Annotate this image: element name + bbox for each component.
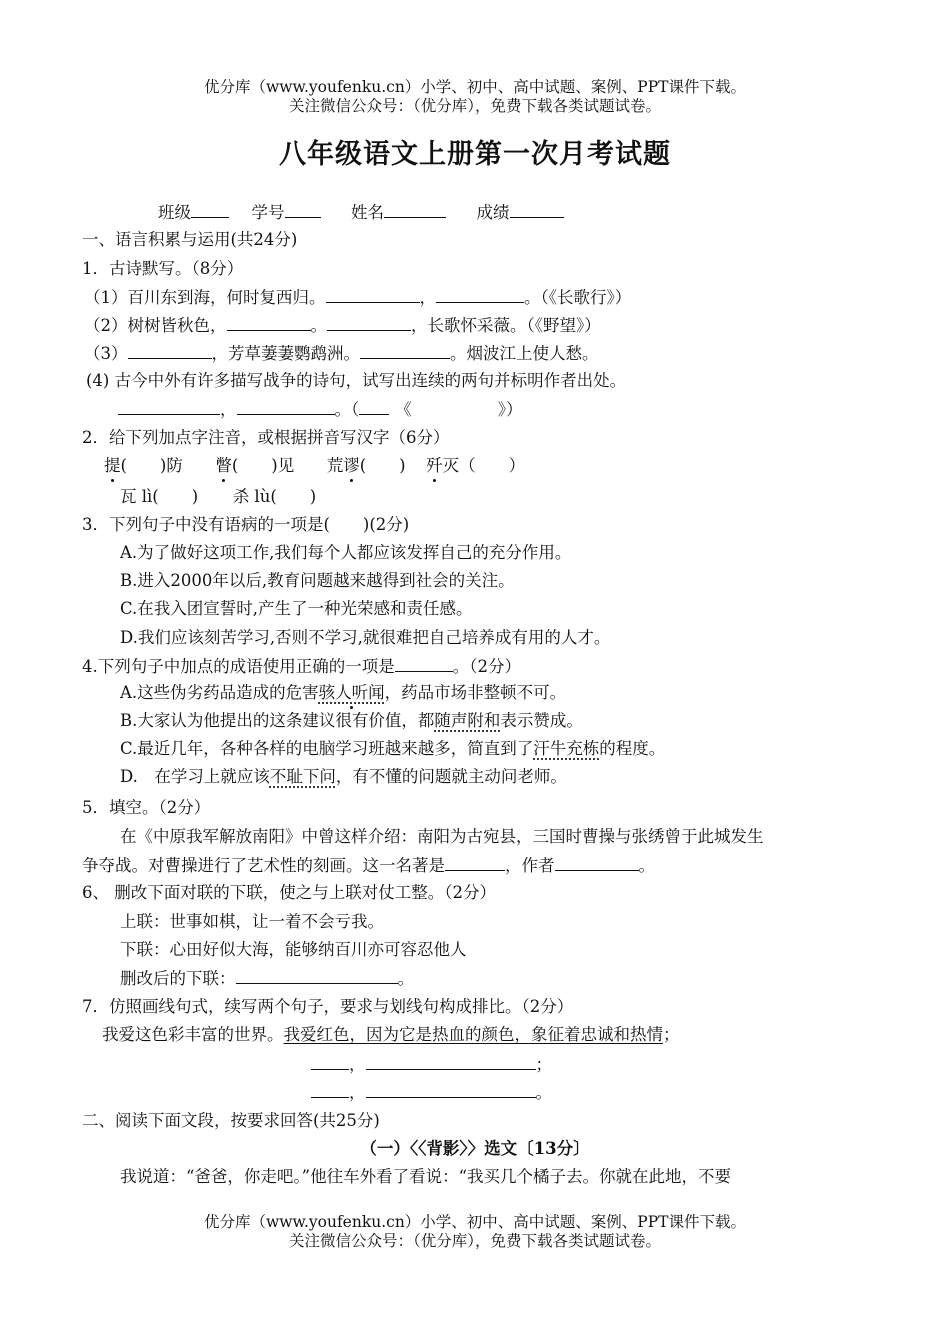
q2-word-3-char-b: 谬 [343, 456, 360, 475]
q4-stem-points: 。（2分） [452, 657, 521, 676]
q7-semicolon: ； [663, 1025, 680, 1044]
q3-option-d: D.我们应该刻苦学习,否则不学习,就很难把自己培养成有用的人才。 [120, 628, 611, 647]
q4-a-text: A.这些伪劣药品造成的危害 [120, 683, 319, 702]
q1-c [84, 342, 599, 365]
q4-a-idiom [319, 683, 385, 702]
q1-c-blank-1[interactable] [128, 342, 212, 359]
q6-revised-blank[interactable] [236, 967, 398, 984]
q1-a-blank-2[interactable] [436, 286, 524, 303]
q7-answer-1-comma: ， [349, 1055, 366, 1074]
q6-revised-end: 。 [397, 969, 414, 988]
q4-d-idiom: 不耻下问 [269, 767, 336, 786]
q2-word-4-char: 歼 [426, 456, 443, 475]
q6-revised-label: 删改后的下联： [120, 969, 236, 988]
student-info-row [158, 201, 564, 224]
q4-option-c [120, 738, 665, 760]
q4-d-text-end: ，有不懂的问题就主动问老师。 [335, 767, 567, 786]
q2-row-1 [104, 455, 525, 477]
q4-option-b [120, 710, 583, 732]
q2-word-1-rest: ( )防 [120, 456, 183, 475]
q1-c-blank-2[interactable] [360, 342, 450, 359]
q2-row-2 [120, 486, 316, 508]
q4-c-text: C.最近几年，各种各样的电脑学习班越来越多，简直到了 [120, 739, 534, 758]
q1-b-blank-1[interactable] [227, 314, 311, 331]
q2-word-2-char: 瞥 [215, 456, 232, 475]
header-line-1: 优分库（www.youfenku.cn）小学、初中、高中试题、案例、PPT课件下载。 [203, 78, 747, 96]
q1-a-text: （1）百川东到海，何时复西归。 [84, 288, 326, 307]
score-blank[interactable] [510, 201, 564, 218]
q5-paragraph-2 [82, 854, 655, 877]
q5-book-blank[interactable] [445, 854, 505, 871]
q3-option-c: C.在我入团宣誓时,产生了一种光荣感和责任感。 [120, 599, 473, 618]
q7-stem: 7．仿照画线句式，续写两个句子，要求与划线句构成排比。（2分） [82, 997, 574, 1016]
name-label: 姓名 [351, 203, 384, 222]
q1-stem: 1．古诗默写。（8分） [82, 259, 244, 278]
q1-d-blank-2[interactable] [237, 398, 335, 415]
q5-author-blank[interactable] [555, 854, 639, 871]
q3-option-b: B.进入2000年以后,教育问题越来越得到社会的关注。 [120, 571, 515, 590]
q4-stem-text: 4.下列句子中加点的成语使用正确的一项是 [82, 657, 395, 676]
q2-word-5: 瓦 lì( ) [120, 487, 199, 506]
q3-option-a: A.为了做好这项工作,我们每个人都应该发挥自己的充分作用。 [120, 543, 572, 562]
header-line-2: 关注微信公众号：（优分库），免费下载各类试题试卷。 [288, 97, 661, 115]
q4-d-text: D. 在学习上就应该 [120, 767, 270, 786]
q2-word-3-rest: ( ) [359, 456, 406, 475]
q1-d-book-close: 》） [497, 400, 523, 419]
q5-paragraph-1: 在《中原我军解放南阳》中曾这样介绍：南阳为古宛县，三国时曹操与张绣曾于此城发生 [120, 827, 764, 846]
q5-p2-author-label: ，作者 [505, 856, 555, 875]
q1-b [84, 314, 601, 337]
q4-b-text-end: 表示赞成。 [500, 711, 583, 730]
q4-c-text-end: 的程度。 [599, 739, 666, 758]
q7-answer-2-blank-b[interactable] [366, 1081, 536, 1098]
q4-a-text-end: ，药品市场非整顿不可。 [384, 683, 567, 702]
q1-d: (4) 古今中外有许多描写战争的诗句，试写出连续的两句并标明作者出处。 [86, 371, 627, 390]
q2-word-2-rest: ( )见 [231, 456, 295, 475]
q7-intro: 我爱这色彩丰富的世界。 [102, 1025, 284, 1044]
footer-line-2: 关注微信公众号：（优分库），免费下载各类试题试卷。 [288, 1232, 661, 1250]
q7-answer-2-period: 。 [535, 1083, 552, 1102]
q7-answer-2 [311, 1081, 552, 1104]
q1-c-text-end: 。烟波江上使人愁。 [450, 344, 599, 363]
q7-answer-1-blank-b[interactable] [366, 1053, 536, 1070]
q1-b-text: （2）树树皆秋色， [84, 316, 227, 335]
name-blank[interactable] [384, 201, 446, 218]
q1-d-author-blank[interactable] [359, 398, 389, 415]
q2-word-3-char-a: 荒 [326, 456, 344, 475]
id-label: 学号 [251, 203, 285, 222]
q1-b-source: ，长歌怀采薇。（《野望》） [411, 316, 601, 335]
section2-heading: 二、阅读下面文段，按要求回答(共25分) [82, 1111, 380, 1130]
q5-p2-text: 争夺战。对曹操进行了艺术性的刻画。这一名著是 [82, 856, 445, 875]
q7-answer-2-blank-a[interactable] [311, 1081, 349, 1098]
footer-line-1: 优分库（www.youfenku.cn）小学、初中、高中试题、案例、PPT课件下载。 [203, 1213, 747, 1231]
q4-option-d [120, 766, 567, 788]
q4-a-idiom-text: 骇人听闻 [318, 683, 385, 702]
q6-upper: 上联：世事如棋，让一着不会亏我。 [120, 912, 384, 931]
q1-d-src-open: 。（ [334, 400, 360, 419]
q2-word-4-rest: 灭（ ） [442, 456, 526, 475]
q7-answer-2-comma: ， [349, 1083, 366, 1102]
q1-a-sep: ， [419, 288, 436, 307]
q1-c-text: ，芳草萋萋鹦鹉洲。 [211, 344, 360, 363]
q5-p2-end: 。 [638, 856, 655, 875]
q7-example [102, 1024, 680, 1046]
q2-word-1-char: 提 [104, 456, 121, 475]
q4-answer-blank[interactable] [395, 655, 453, 672]
q1-a [84, 286, 631, 309]
q1-d-blank-1[interactable] [118, 398, 220, 415]
q7-underlined-sentence: 我爱红色，因为它是热血的颜色，象征着忠诚和热情 [283, 1025, 663, 1044]
id-blank[interactable] [285, 201, 321, 218]
q2-word-6: 杀 lù( ) [232, 487, 317, 506]
section2-subheading: （一）〈〈背影〉〉选文〔13分〕 [360, 1139, 590, 1158]
q1-d-book-open: 《 [395, 400, 412, 419]
page-title: 八年级语文上册第一次月考试题 [279, 139, 671, 170]
q4-b-idiom: 随声附和 [434, 711, 501, 730]
q6-revised [120, 967, 414, 990]
q1-b-sep: 。 [310, 316, 327, 335]
q4-b-text: B.大家认为他提出的这条建议很有价值，都 [120, 711, 435, 730]
q6-stem: 6、 删改下面对联的下联，使之与上联对仗工整。（2分） [82, 883, 496, 902]
q6-lower: 下联：心田好似大海，能够纳百川亦可容忍他人 [120, 940, 467, 959]
q4-option-a [120, 682, 566, 704]
q1-c-prefix: （3） [84, 344, 128, 363]
q4-stem [82, 655, 521, 678]
q7-answer-1-blank-a[interactable] [311, 1053, 349, 1070]
q1-b-blank-2[interactable] [327, 314, 411, 331]
q7-answer-1 [311, 1053, 552, 1076]
q2-stem-text: 2．给下列加点字注音，或根据拼音写汉字（6分） [82, 428, 450, 447]
q1-a-source: 。（《长歌行》） [524, 288, 632, 307]
score-label: 成绩 [476, 203, 510, 222]
q1-d-answer [118, 398, 523, 421]
q5-stem: 5．填空。（2分） [82, 798, 211, 817]
section2-paragraph-1: 我说道：“爸爸，你走吧。”他往车外看了看说：“我买几个橘子去。你就在此地，不要 [120, 1167, 732, 1186]
class-blank[interactable] [191, 201, 229, 218]
class-label: 班级 [158, 203, 191, 222]
q7-answer-1-semicolon: ； [535, 1055, 552, 1074]
q1-a-blank-1[interactable] [326, 286, 420, 303]
q4-c-idiom: 汗牛充栋 [533, 739, 600, 758]
q1-d-sep: ， [220, 400, 237, 419]
section1-heading: 一、语言积累与运用(共24分) [82, 230, 298, 249]
q3-stem: 3．下列句子中没有语病的一项是( )(2分) [82, 515, 410, 534]
